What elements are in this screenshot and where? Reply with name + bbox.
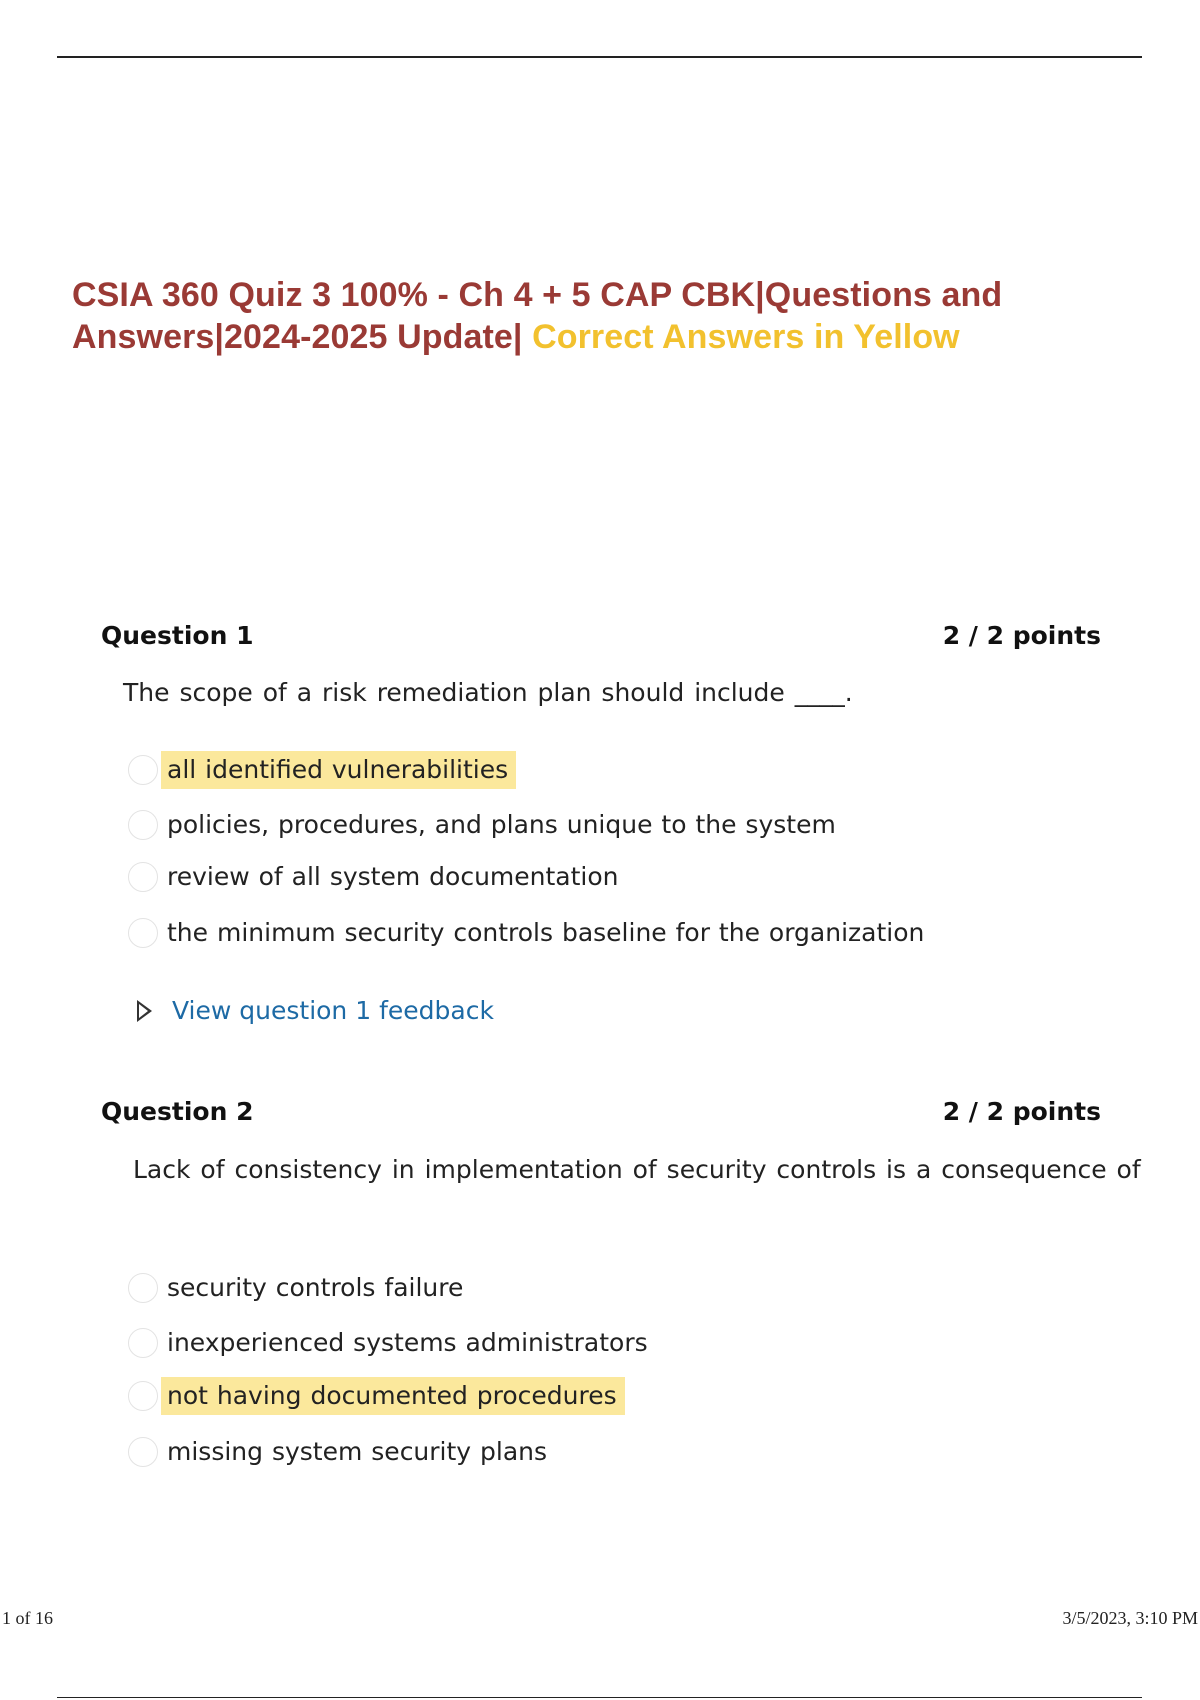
radio-button[interactable] — [128, 810, 158, 840]
option-label: all identified vulnerabilities — [161, 751, 516, 789]
question-1-points: 2 / 2 points — [942, 621, 1101, 650]
radio-button[interactable] — [128, 1437, 158, 1467]
question-1-header — [101, 621, 1101, 650]
question-2-header — [101, 1097, 1101, 1126]
option-label: not having documented procedures — [161, 1377, 625, 1415]
question-1-option-3[interactable] — [128, 857, 627, 897]
title-main: CSIA 360 Quiz 3 100% - Ch 4 + 5 CAP CBK|Questions and Answers|2024-2025 Update| — [72, 276, 1003, 356]
question-2-option-1[interactable] — [128, 1268, 471, 1308]
question-2-points: 2 / 2 points — [942, 1097, 1101, 1126]
question-2-label: Question 2 — [101, 1097, 254, 1126]
print-timestamp: 3/5/2023, 3:10 PM — [1062, 1608, 1198, 1628]
question-1-option-1[interactable] — [128, 750, 516, 790]
radio-button[interactable] — [128, 918, 158, 948]
option-label: the minimum security controls baseline for the organization — [167, 918, 925, 947]
question-1-label: Question 1 — [101, 621, 254, 650]
option-label: security controls failure — [167, 1273, 464, 1302]
question-2-option-3[interactable] — [128, 1376, 625, 1416]
view-feedback-link[interactable]: View question 1 feedback — [172, 996, 494, 1025]
bottom-rule — [57, 1697, 1142, 1698]
question-2-option-4[interactable] — [128, 1432, 555, 1472]
triangle-right-icon[interactable] — [137, 1000, 152, 1022]
option-label: review of all system documentation — [167, 862, 619, 891]
radio-button[interactable] — [128, 862, 158, 892]
question-1-option-4[interactable] — [128, 913, 932, 953]
page-number: 1 of 16 — [2, 1608, 53, 1628]
question-1-option-2[interactable] — [128, 805, 844, 845]
title-accent: Correct Answers in Yellow — [532, 318, 960, 356]
radio-button[interactable] — [128, 1273, 158, 1303]
document-title — [72, 274, 1132, 358]
radio-button[interactable] — [128, 755, 158, 785]
option-label: missing system security plans — [167, 1437, 548, 1466]
top-rule — [57, 56, 1142, 58]
question-2-option-2[interactable] — [128, 1323, 656, 1363]
question-1-feedback-toggle[interactable] — [137, 996, 494, 1025]
option-label: policies, procedures, and plans unique to the system — [167, 810, 836, 839]
option-label: inexperienced systems administrators — [167, 1328, 648, 1357]
radio-button[interactable] — [128, 1381, 158, 1411]
question-1-text: The scope of a risk remediation plan should include ____. — [123, 678, 853, 707]
radio-button[interactable] — [128, 1328, 158, 1358]
question-2-text: Lack of consistency in implementation of security controls is a consequence of — [133, 1155, 1141, 1184]
